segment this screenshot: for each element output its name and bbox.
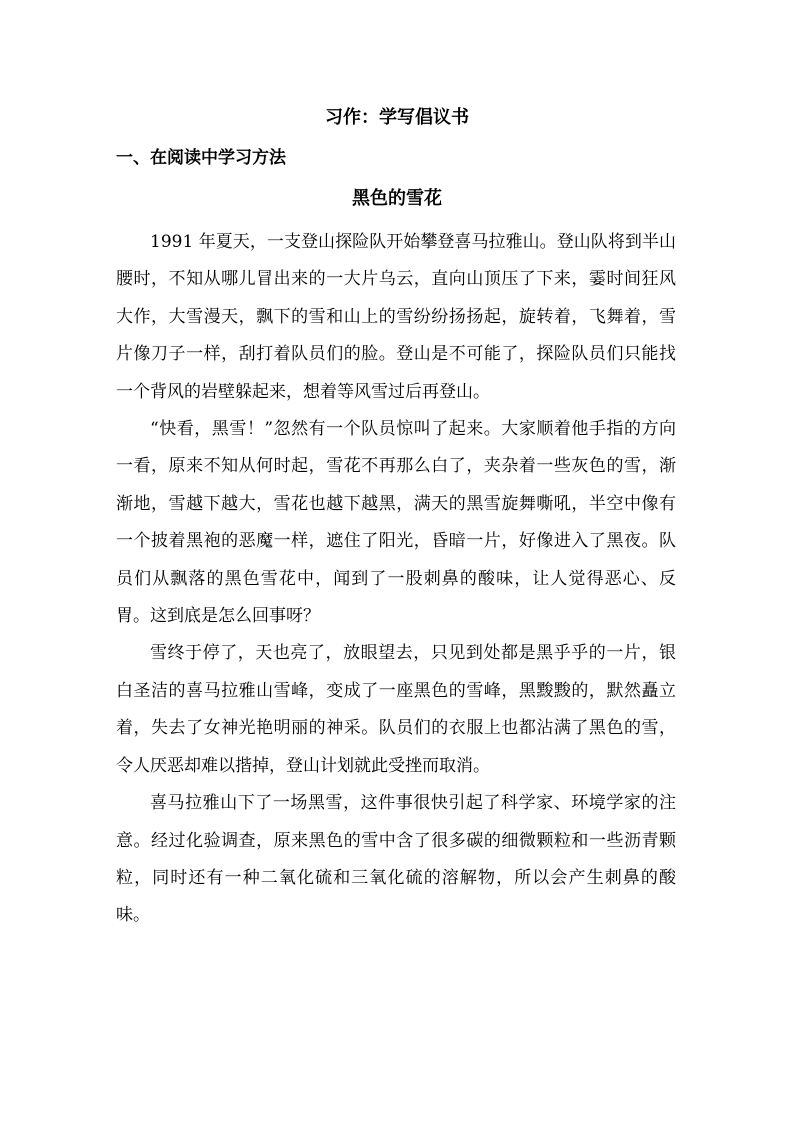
article-title: 黑色的雪花 — [352, 188, 442, 209]
paragraph: “快看，黑雪！”忽然有一个队员惊叫了起来。大家顺着他手指的方向一看，原来不知从何时起，雪花不再那么白了，夹杂着一些灰色的雪，渐渐地，雪越下越大，雪花也越下越黑，满天的黑雪旋舞嘶吼，半空中像有一个披着黑袍的恶魔一样，遮住了阳光，昏暗一片，好像进入了黑夜。队员们从飘落的黑色雪花中，闻到了一股刺鼻的酸味，让人觉得恶心、反胃。这到底是怎么回事呀？ — [116, 419, 676, 627]
article-body — [116, 224, 676, 935]
paragraph: 喜马拉雅山下了一场黑雪，这件事很快引起了科学家、环境学家的注意。经过化验调查，原来黑色的雪中含了很多碳的细微颗粒和一些沥青颗粒，同时还有一种二氧化硫和三氧化硫的溶解物，所以会产生刺鼻的酸味。 — [116, 793, 676, 926]
section-heading: 一、在阅读中学习方法 — [116, 148, 286, 168]
page-title: 习作：学写倡议书 — [325, 107, 469, 128]
paragraph: 雪终于停了，天也亮了，放眼望去，只见到处都是黑乎乎的一片，银白圣洁的喜马拉雅山雪峰，变成了一座黑色的雪峰，黑黢黢的，默然矗立着，失去了女神光艳明丽的神采。队员们的衣服上也都沾满了黑色的雪，令人厌恶却难以揩掉，登山计划就此受挫而取消。 — [116, 643, 676, 776]
paragraph: 1991 年夏天，一支登山探险队开始攀登喜马拉雅山。登山队将到半山腰时，不知从哪儿冒出来的一大片乌云，直向山顶压了下来，霎时间狂风大作，大雪漫天，飘下的雪和山上的雪纷纷扬扬起，旋转着，飞舞着，雪片像刀子一样，刮打着队员们的脸。登山是不可能了，探险队员们只能找一个背风的岩壁躲起来，想着等风雪过后再登山。 — [116, 232, 676, 402]
